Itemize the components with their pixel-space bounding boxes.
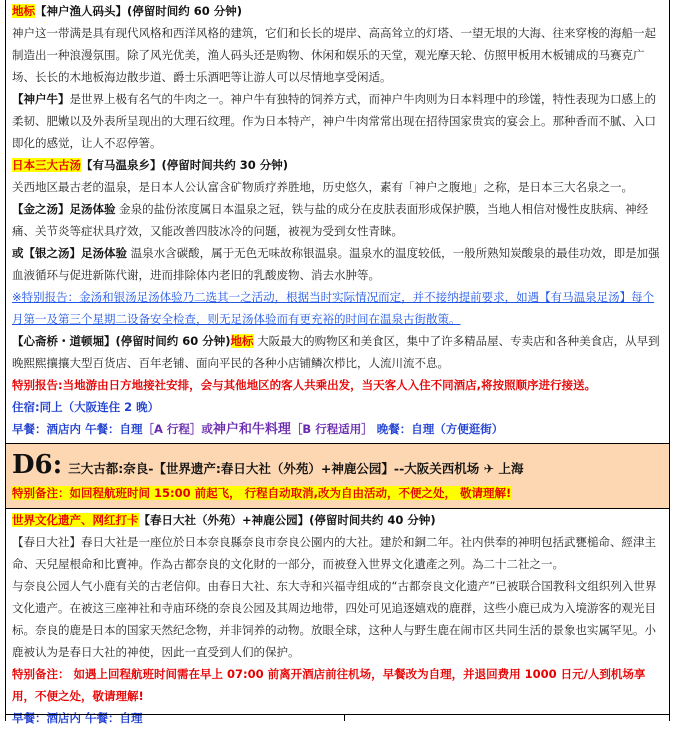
section-arima-onsen (6, 154, 669, 330)
itinerary-frame (5, 0, 670, 725)
section-intro: 关西地区最古老的温泉，是日本人公认富含矿物质疗养胜地，历史悠久，素有「神户之腹地」之称，是日本三大名泉之一。 (12, 180, 633, 194)
meals-dinner: 晚餐：自理（方便逛街） (372, 422, 504, 436)
section-kobe-harborland (6, 0, 669, 88)
section-heading: 【有马温泉乡】(停留时间共约 30 分钟) (81, 158, 289, 172)
special-notice: 特别备注： 如遇上回程航班时间需在早上 07:00 前离开酒店前往机场，早餐改为自理，并退回费用 1000 日元/人到机场享用，不便之处，敬请理解! (12, 667, 646, 703)
table-divider (344, 715, 345, 721)
section-heading: 【春日大社（外苑）+神鹿公园】(停留时间共约 40 分钟) (138, 513, 436, 527)
section-body-2: 与奈良公园人气小鹿有关的古老信仰。由春日大社、东大寺和兴福寺组成的“古都奈良文化遗产”已被联合国教科文组织列入世界文化遗产。在被这三座神社和寺庙环绕的奈良公园及其周边地带，四处可见追逐嬉戏的鹿群，这些小鹿已成为入境游客的观光目标。奈良的鹿是日本的国家天然纪念物，并非饲养的动物。放眼全球，这种人与野生鹿在闹市区共同生活的景象也实属罕见。小鹿被认为是春日大社的神使，因此一直受到人们的保护。 (12, 579, 657, 659)
day-number: D6: (12, 450, 63, 480)
section-body: 大阪最大的购物区和美食区，集中了许多精品屋、专卖店和各种美食店，从早到晚熙熙攘攘大型百货店、百年老铺、面向平民的各种小店铺鳞次栉比，人流川流不息。 (12, 334, 660, 370)
silver-bath-body: 温泉水含碳酸，属于无色无味故称银温泉。温泉水的温度较低，一般所熟知炭酸泉的最佳功效，即是加强血液循环与促进新陈代谢，进而排除体内老旧的乳酸废物、消去水肿等。 (12, 246, 660, 282)
silver-bath-label: 或【银之汤】足汤体验 (12, 246, 127, 260)
meals-kobe-beef: 神户和牛料理 (212, 422, 291, 437)
gold-bath-label: 【金之汤】足汤体验 (12, 202, 116, 216)
section-body-1: 【春日大社】春日大社是一座位於日本奈良縣奈良市奈良公園内的大社。建於和銅二年。社内供奉的神明包括武甕槌命、經津主命、天兒屋根命和比賣神。作為古都奈良的文化財的一部分，而被登入世界文化遺產之列。為二十二社之一。 (12, 535, 656, 571)
meals-plan-b: ［B 行程适用］ (290, 422, 373, 436)
meals-info: 早餐：酒店内 午餐：自理 (12, 711, 143, 725)
ancient-onsen-tag: 日本三大古汤 (12, 158, 81, 172)
hotel-info: 住宿:同上（大阪连住 2 晚） (12, 400, 160, 414)
next-table-row (6, 714, 669, 721)
section-body: 是世界上极有名气的牛肉之一。神户牛有独特的饲养方式，而神户牛肉则为日本料理中的珍馐，特性表现为口感上的柔韧、肥嫩以及外表所呈现出的大理石纹理。作为日本特产，神户牛肉常常出现在招待国家贵宾的宴会上。那种香而不腻、入口即化的感觉，让人不忍停箸。 (12, 92, 656, 150)
special-notice: 特别报告:当地游由日方地接社安排，会与其他地区的客人共乘出发，当天客人入住不同酒店,将按照顺序进行接送。 (12, 378, 596, 392)
day-title: 三大古都:奈良-【世界遗产:春日大社（外苑）+神鹿公园】--大阪关西机场 ✈ 上海 (68, 461, 524, 476)
section-kasuga-taisha (6, 509, 669, 729)
section-heading: 【神户牛】 (12, 92, 70, 106)
section-heading: 【心斋桥・道顿堀】(停留时间约 60 分钟) (12, 334, 231, 348)
section-heading: 【神户渔人码头】(停留时间约 60 分钟) (35, 4, 243, 18)
gold-bath-body: 金泉的盐份浓度属日本温泉之冠，铁与盐的成分在皮肤表面形成保护膜，当地人相信对慢性皮肤病、神经痛、关节炎等症状具疗效，又能改善四肢冰冷的问题，被视为受到女性青睐。 (12, 202, 649, 238)
landmark-tag: 地标 (12, 4, 35, 18)
foot-bath-note: ※特别报告：金汤和银汤足汤体验乃二选其一之活动，根据当时实际情况而定，并不接纳提前要求，如遇【有马温泉足汤】每个月第一及第三个星期二设备安全检查，则无足汤体验而有更充裕的时间在温泉古街散策。 (12, 290, 655, 326)
section-kobe-beef (6, 88, 669, 154)
section-body: 神户这一带满是具有现代风格和西洋风格的建筑，它们和长长的堤岸、高高耸立的灯塔、一望无垠的大海、往来穿梭的海船一起制造出一种浪漫氛围。除了风光优美，渔人码头还是购物、休闲和娱乐的天堂，观光摩天轮、仿照甲板用木板铺成的马赛克广场、长长的木地板海边散步道、爵士乐酒吧等让游人可以尽情地享受闲适。 (12, 26, 656, 84)
day-special-note: 特别备注：如回程航班时间 15:00 前起飞， 行程自动取消,改为自由活动，不便之处， 敬请理解! (12, 486, 512, 500)
meals-breakfast-lunch: 早餐：酒店内 午餐：自理 (12, 422, 143, 436)
meals-info (12, 418, 665, 441)
day-6-header (6, 443, 669, 509)
meals-plan-a: ［A 行程］或 (142, 422, 213, 436)
section-shinsaibashi (6, 330, 669, 441)
heritage-tag: 世界文化遗产、网红打卡 (12, 513, 139, 527)
landmark-tag: 地标 (230, 334, 254, 348)
